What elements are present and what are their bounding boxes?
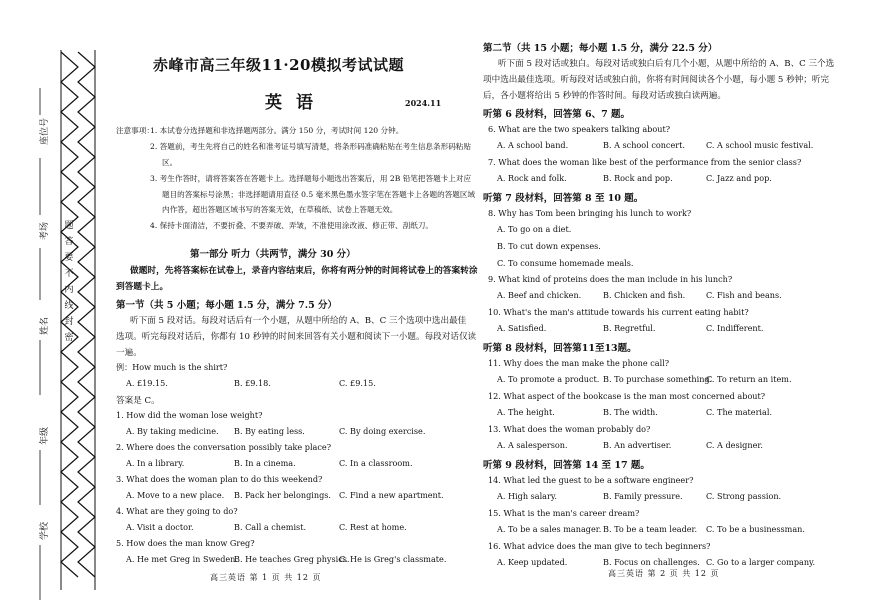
question-text: 6. What are the two speakers talking about? [488, 124, 671, 134]
option-b: B. A school concert. [603, 140, 685, 150]
notice-line: 4. 保持卡面清洁，不要折叠、不要弄破、弄皱，不准使用涂改液、修正带、刮纸刀。 [150, 221, 434, 230]
notice-line: 内作答，超出答题区域书写的答案无效，在草稿纸、试卷上答题无效。 [162, 205, 398, 214]
option-b: B. To cut down expenses. [497, 241, 601, 251]
group-heading: 听第 8 段材料，回答第11至13题。 [483, 343, 637, 354]
example-option-a: A. £19.15. [126, 378, 168, 388]
question-text: 4. What are they going to do? [116, 506, 238, 516]
question-text: 5. How does the man know Greg? [116, 538, 255, 548]
seal-char: 答 [64, 237, 74, 247]
grade-label: 年级 [40, 426, 50, 445]
part1-heading: 第一部分 听力（共两节，满分 30 分） [190, 249, 356, 260]
question-text: 10. What's the man's attitude towards his current eating habit? [488, 307, 749, 317]
option-a: A. Satisfied. [497, 323, 547, 333]
option-c: C. To return an item. [706, 374, 792, 384]
option-c: C. Rest at home. [339, 522, 407, 532]
option-c: C. The material. [706, 407, 773, 417]
option-b: B. Chicken and fish. [603, 290, 686, 300]
option-c: C. Strong passion. [706, 491, 782, 501]
option-c: C. Find a new apartment. [339, 490, 444, 500]
option-b: B. An advertiser. [603, 440, 672, 450]
question-text: 15. What is the man's career dream? [488, 508, 640, 518]
option-a: A. Move to a new place. [126, 490, 225, 500]
option-a: A. A salesperson. [497, 440, 568, 450]
question-text: 3. What does the woman plan to do this weekend? [116, 474, 323, 484]
option-a: A. To go on a diet. [497, 224, 572, 234]
seal-char: 线 [64, 301, 74, 311]
notice-line: 1. 本试卷分选择题和非选择题两部分。满分 150 分，考试时间 120 分钟。 [150, 126, 404, 135]
section2-intro: 后，各小题将给出 5 秒钟的作答时间。每段对话或独白读两遍。 [483, 91, 726, 101]
section1-intro: 听下面 5 段对话。每段对话后有一个小题，从题中所给的 A、B、C 三个选项中选出最佳 [130, 316, 467, 326]
option-a: A. By taking medicine. [126, 426, 219, 436]
notice-line: 2. 答题前，考生先将自己的姓名和准考证号填写清楚，将条形码准确粘贴在考生信息条形码粘贴 [150, 142, 471, 151]
notice-line: 3. 考生作答时，请将答案答在答题卡上。选择题每小题选出答案后，用 2B 铅笔把答题卡上对应 [150, 174, 472, 183]
option-c: C. He is Greg's classmate. [339, 554, 447, 564]
example-answer: 答案是 C。 [116, 396, 160, 406]
question-text: 11. Why does the man make the phone call? [488, 358, 670, 368]
school-label: 学校 [40, 521, 50, 540]
example-question: 例：How much is the shirt? [116, 362, 228, 372]
question-text: 2. Where does the conversation possibly take place? [116, 442, 332, 452]
seal-char: 题 [64, 221, 74, 231]
option-a: A. A school band. [497, 140, 569, 150]
option-c: C. By doing exercise. [339, 426, 426, 436]
exam-room-label: 考场 [40, 221, 50, 240]
section2-heading: 第二节（共 15 小题；每小题 1.5 分，满分 22.5 分） [483, 43, 718, 54]
question-text: 16. What advice does the man give to tech beginners? [488, 541, 711, 551]
group-heading: 听第 9 段材料，回答第 14 至 17 题。 [483, 460, 650, 471]
option-c: C. Fish and beans. [706, 290, 782, 300]
exam-date: 2024.11 [405, 98, 442, 108]
name-label: 姓名 [40, 316, 50, 335]
option-a: A. Rock and folk. [497, 173, 567, 183]
option-b: B. Focus on challenges. [603, 557, 700, 567]
notice-line: 区。 [162, 158, 178, 167]
option-c: C. Indifferent. [706, 323, 764, 333]
option-b: B. Rock and pop. [603, 173, 673, 183]
binding-strip [0, 0, 100, 615]
option-a: A. To be a sales manager. [497, 524, 602, 534]
notice-label: 注意事项： [116, 126, 154, 135]
seal-char: 内 [64, 285, 74, 295]
binding-zigzag [0, 0, 100, 615]
question-text: 1. How did the woman lose weight? [116, 410, 263, 420]
option-b: B. To purchase something. [603, 374, 713, 384]
option-c: C. A designer. [706, 440, 763, 450]
example-option-c: C. £9.15. [339, 378, 376, 388]
option-c: C. To be a businessman. [706, 524, 805, 534]
section1-heading: 第一节（共 5 小题；每小题 1.5 分，满分 7.5 分） [116, 300, 338, 311]
page-footer-left: 高三英语 第 1 页 共 12 页 [210, 573, 322, 582]
section2-intro: 项中选出最佳选项。听每段对话或独白前，你将有时间阅读各个小题，每小题 5 秒钟；听完 [483, 75, 830, 85]
question-text: 8. Why has Tom been bringing his lunch to work? [488, 208, 692, 218]
option-a: A. High salary. [497, 491, 557, 501]
example-option-b: B. £9.18. [234, 378, 271, 388]
question-text: 9. What kind of proteins does the man include in his lunch? [488, 274, 733, 284]
option-c: C. In a classroom. [339, 458, 413, 468]
question-text: 7. What does the woman like best of the performance from the senior class? [488, 157, 802, 167]
option-a: A. Visit a doctor. [126, 522, 194, 532]
option-b: B. Pack her belongings. [234, 490, 331, 500]
notice-line: 题目的答案标号涂黑；非选择题请用直径 0.5 毫米黑色墨水签字笔在答题卡上各题的答题区域 [162, 190, 476, 199]
option-b: B. The width. [603, 407, 658, 417]
option-b: B. Regretful. [603, 323, 656, 333]
question-text: 13. What does the woman probably do? [488, 424, 651, 434]
seal-char: 要 [64, 253, 74, 263]
option-a: A. He met Greg in Sweden. [126, 554, 238, 564]
option-a: A. Beef and chicken. [497, 290, 582, 300]
option-c: C. Go to a larger company. [706, 557, 816, 567]
section1-intro: 选项。听完每段对话后，你都有 10 秒钟的时间来回答有关小题和阅读下一小题。每段对话仅读 [116, 332, 477, 342]
option-c: C. A school music festival. [706, 140, 814, 150]
part1-intro: 到答题卡上。 [116, 282, 169, 292]
option-a: A. In a library. [126, 458, 185, 468]
section1-intro: 一遍。 [116, 348, 142, 358]
seal-warning [63, 218, 75, 346]
seal-char: 不 [64, 269, 74, 279]
option-a: A. To promote a product. [497, 374, 600, 384]
option-b: B. To be a team leader. [603, 524, 698, 534]
option-b: B. Call a chemist. [234, 522, 307, 532]
page-footer-right: 高三英语 第 2 页 共 12 页 [608, 569, 720, 578]
option-b: B. In a cinema. [234, 458, 296, 468]
group-heading: 听第 6 段材料，回答第 6、7 题。 [483, 109, 631, 120]
option-b: B. Family pressure. [603, 491, 683, 501]
part1-intro: 做题时，先将答案标在试卷上，录音内容结束后，你将有两分钟的时间将试卷上的答案转涂 [130, 266, 478, 276]
exam-title: 赤峰市高三年级11·20模拟考试试题 [153, 56, 404, 74]
question-text: 12. What aspect of the bookcase is the man most concerned about? [488, 391, 766, 401]
option-c: C. To consume homemade meals. [497, 258, 634, 268]
seat-number-label: 座位号 [40, 117, 50, 145]
seal-char: 封 [64, 317, 74, 327]
option-c: C. Jazz and pop. [706, 173, 772, 183]
option-a: A. The height. [497, 407, 555, 417]
subject-title: 英语 [265, 93, 327, 113]
question-text: 14. What led the guest to be a software engineer? [488, 475, 694, 485]
option-b: B. He teaches Greg physics. [234, 554, 350, 564]
option-a: A. Keep updated. [497, 557, 568, 567]
option-b: B. By eating less. [234, 426, 305, 436]
group-heading: 听第 7 段材料，回答第 8 至 10 题。 [483, 193, 644, 204]
section2-intro: 听下面 5 段对话或独白。每段对话或独白后有几个小题，从题中所给的 A、B、C 三个选 [498, 59, 835, 69]
seal-char: 密 [64, 333, 74, 343]
